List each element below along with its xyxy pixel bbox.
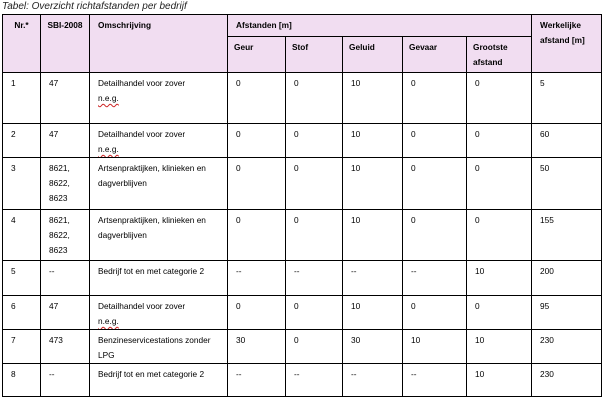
- table-row: [3, 364, 602, 397]
- cell-nr: 4: [3, 210, 41, 261]
- cell-geur: 0: [228, 158, 286, 210]
- cell-sbi: 47: [41, 73, 90, 124]
- cell-omschrijving: [90, 296, 228, 330]
- cell-nr: 6: [3, 296, 41, 330]
- cell-omschrijving: [90, 364, 228, 397]
- cell-grootste-afstand: 10: [467, 364, 532, 397]
- cell-gevaar: --: [403, 261, 467, 296]
- cell-geur: 30: [228, 330, 286, 364]
- cell-gevaar: 10: [403, 330, 467, 364]
- cell-grootste-afstand: 10: [467, 261, 532, 296]
- cell-stof: 0: [286, 296, 343, 330]
- cell-omschrijving: [90, 210, 228, 261]
- table-row: [3, 296, 602, 330]
- header-nr: Nr.*: [3, 15, 41, 73]
- header-gevaar: Gevaar: [403, 37, 467, 73]
- cell-nr: 8: [3, 364, 41, 397]
- cell-grootste-afstand: 10: [467, 330, 532, 364]
- header-afstanden: Afstanden [m]: [228, 15, 532, 37]
- table-caption: Tabel: Overzicht richtafstanden per bedrijf: [2, 1, 187, 12]
- cell-omschrijving: [90, 261, 228, 296]
- cell-geluid: 10: [343, 73, 403, 124]
- cell-werkelijke-afstand: 155: [532, 210, 602, 261]
- cell-omschrijving: [90, 124, 228, 158]
- cell-stof: 0: [286, 73, 343, 124]
- cell-geluid: 30: [343, 330, 403, 364]
- header-grootste-afstand: Grootste afstand: [467, 37, 532, 73]
- table-row: [3, 261, 602, 296]
- cell-grootste-afstand: 0: [467, 73, 532, 124]
- omschrijving-text: Detailhandel voor zover: [98, 78, 186, 88]
- cell-gevaar: 0: [403, 73, 467, 124]
- table-row: [3, 210, 602, 261]
- cell-gevaar: 0: [403, 124, 467, 158]
- table-row: [3, 158, 602, 210]
- table-header: [3, 15, 602, 73]
- cell-gevaar: 0: [403, 210, 467, 261]
- cell-geur: --: [228, 261, 286, 296]
- cell-sbi: --: [41, 261, 90, 296]
- cell-nr: 2: [3, 124, 41, 158]
- cell-nr: 7: [3, 330, 41, 364]
- distance-table: [2, 14, 602, 397]
- table-row: [3, 124, 602, 158]
- cell-sbi: --: [41, 364, 90, 397]
- cell-nr: 3: [3, 158, 41, 210]
- cell-omschrijving: [90, 73, 228, 124]
- cell-werkelijke-afstand: 60: [532, 124, 602, 158]
- cell-geur: 0: [228, 73, 286, 124]
- cell-geluid: 10: [343, 296, 403, 330]
- table-row: [3, 330, 602, 364]
- cell-stof: 0: [286, 330, 343, 364]
- header-stof: Stof: [286, 37, 343, 73]
- header-werkelijke-afstand: Werkelijke afstand [m]: [532, 15, 602, 73]
- cell-geur: 0: [228, 124, 286, 158]
- omschrijving-text: Artsenpraktijken, klinieken en dagverblijven: [98, 215, 206, 240]
- table-body: [3, 73, 602, 397]
- cell-werkelijke-afstand: 95: [532, 296, 602, 330]
- cell-sbi: 8621, 8622, 8623: [41, 158, 90, 210]
- omschrijving-abbrev: n.e.g.: [98, 144, 119, 154]
- cell-omschrijving: [90, 330, 228, 364]
- header-geur: Geur: [228, 37, 286, 73]
- cell-sbi: 473: [41, 330, 90, 364]
- omschrijving-abbrev: n.e.g.: [98, 93, 119, 103]
- cell-werkelijke-afstand: 5: [532, 73, 602, 124]
- cell-stof: --: [286, 261, 343, 296]
- header-geluid: Geluid: [343, 37, 403, 73]
- cell-grootste-afstand: 0: [467, 296, 532, 330]
- cell-geluid: 10: [343, 210, 403, 261]
- omschrijving-text: Detailhandel voor zover: [98, 129, 186, 139]
- omschrijving-text: Artsenpraktijken, klinieken en dagverblijven: [98, 163, 206, 188]
- cell-geluid: --: [343, 261, 403, 296]
- cell-grootste-afstand: 0: [467, 124, 532, 158]
- cell-werkelijke-afstand: 50: [532, 158, 602, 210]
- omschrijving-text: Bedrijf tot en met categorie 2: [98, 266, 205, 276]
- cell-geluid: --: [343, 364, 403, 397]
- cell-grootste-afstand: 0: [467, 210, 532, 261]
- cell-nr: 1: [3, 73, 41, 124]
- cell-gevaar: 0: [403, 296, 467, 330]
- cell-stof: 0: [286, 124, 343, 158]
- cell-gevaar: --: [403, 364, 467, 397]
- cell-werkelijke-afstand: 200: [532, 261, 602, 296]
- cell-omschrijving: [90, 158, 228, 210]
- cell-werkelijke-afstand: 230: [532, 364, 602, 397]
- cell-werkelijke-afstand: 230: [532, 330, 602, 364]
- cell-stof: 0: [286, 210, 343, 261]
- omschrijving-text: Bedrijf tot en met categorie 2: [98, 369, 205, 379]
- header-omschrijving: Omschrijving: [90, 15, 228, 73]
- cell-stof: 0: [286, 158, 343, 210]
- header-sbi: SBI-2008: [41, 15, 90, 73]
- cell-sbi: 8621, 8622, 8623: [41, 210, 90, 261]
- cell-sbi: 47: [41, 124, 90, 158]
- cell-geluid: 10: [343, 124, 403, 158]
- cell-geur: 0: [228, 296, 286, 330]
- cell-grootste-afstand: 0: [467, 158, 532, 210]
- omschrijving-text: Benzineservicestations zonder LPG: [98, 335, 211, 360]
- omschrijving-abbrev: n.e.g.: [98, 316, 119, 326]
- table-row: [3, 73, 602, 124]
- cell-nr: 5: [3, 261, 41, 296]
- omschrijving-text: Detailhandel voor zover: [98, 301, 186, 311]
- cell-geluid: 10: [343, 158, 403, 210]
- cell-geur: 0: [228, 210, 286, 261]
- cell-geur: --: [228, 364, 286, 397]
- cell-sbi: 47: [41, 296, 90, 330]
- cell-stof: --: [286, 364, 343, 397]
- cell-gevaar: 0: [403, 158, 467, 210]
